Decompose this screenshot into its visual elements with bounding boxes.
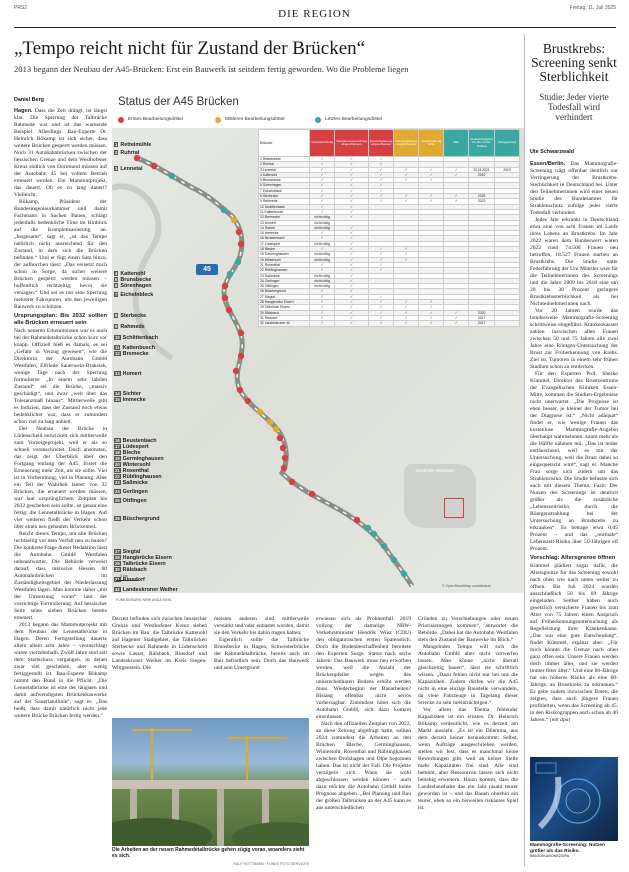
table-bridge-name: 11 Kattenbusch [259,209,310,214]
table-status-cell: ✓ [335,252,369,257]
table-status-cell: ✓ [335,231,369,236]
table-status-cell: ✓ [368,257,393,262]
bridge-label: 21 Rosenthal [115,468,149,474]
table-status-cell: ✓ [310,231,335,236]
bridge-label: 9 Rahmede [115,324,145,330]
bridge-label: 22 Rüblinghausen [115,474,162,480]
table-status-cell: ✓ [444,172,469,177]
bridge-label: 17 Lüdespert [115,444,149,450]
table-bridge-name: 23 Saßmicke [259,273,310,278]
table-status-cell: ✓ [310,167,335,172]
bridge-labels-north [114,142,204,172]
side-author: Ute Schwarzwald [530,149,575,155]
photo-svg [112,718,309,846]
table-status-cell: ✓ [368,178,393,183]
table-status-cell: ✓ [394,305,419,310]
table-status-cell: ✓ [335,321,369,326]
main-column-1 [14,108,107,866]
table-header-cell: Entwurfsplanung abgeschlossen [368,130,393,157]
table-status-cell: ✓ [394,257,419,262]
table-bridge-name: 16 Beustenbach [259,236,310,241]
table-bridge-name: 8 Sterbecke [259,194,310,199]
table-bridge-name: 25 Ottfingen [259,284,310,289]
table-status-cell: ✓ [335,310,369,315]
table-bridge-name: 28 Hangbrücke Eisern [259,300,310,305]
bridge-label: 28 Hangbrücke Eisern [115,555,172,561]
bridge-labels-hagen [114,271,204,403]
table-status-cell: nicht nötig [310,278,335,283]
table-bridge-name: 26 Büschergrund [259,289,310,294]
table-status-cell: ✓ [368,247,393,252]
table-status-cell: ✓ [335,284,369,289]
table-status-cell: ✓ [368,199,393,204]
table-status-cell: ✓ [444,321,469,326]
side-subline: Studie: Jeder vierte Todesfall wird verhindert [539,92,609,122]
table-status-cell: ✓ [368,305,393,310]
table-status-cell: ✓ [368,188,393,193]
bridge-label: 30 Rälsbach [115,567,147,573]
table-status-cell: ✓ [394,167,419,172]
table-bridge-name: 10 Schlittenbach [259,204,310,209]
photo-svg [530,757,618,841]
table-status-cell: ✓ [419,167,444,172]
table-status-cell: ✓ [310,236,335,241]
table-status-cell: ✓ [310,188,335,193]
legend-dot-red [118,117,124,123]
paragraph: Vor allem das Thema fehlender Kapazitäten ist ein ernstes. Dr. Heinrich Bökamp verdeutlicht, wie es derzeit am Markt aussieht. „Es ist ein Dilemma, aus dem derzeit keiner herauskommt: Selbst, wenn Aufträge ausgeschrieben werden, stellen wir fest, dass es manchmal keine Bewerbungen gibt, weil an keiner Stelle mehr Kapazitäten frei sind. Alle sind bemüht, aber Ressourcen lassen sich nicht beliebig erweitern. Hinzu kommt, dass die Landeshaushalte das ein Jahr rasant teurer geworden ist – und das Bauen ohnehin ein teurer, eben so ein bisweilen riskantes Spiel ist. [418,707,518,811]
bridge-label: 16 Beustenbach [115,438,157,444]
table-status-cell: ✓ [335,183,369,188]
table-status-cell: ✓ [310,305,335,310]
scale-label: 5 km [120,574,128,578]
table-status-cell: ✓ [444,194,469,199]
motorway-badge: 45 [196,264,218,275]
bridge-label: 3 Lennetal [115,166,143,172]
table-status-cell: ✓ [394,321,419,326]
paragraph: Derzeit befinden sich zwischen hessischer Grenze und Westhofener Kreuz sieben Brücken im Bau: die Talbrücke Kattenohl auf Hagener Stadtgebiet, die Talbrücken Sterbecke und Rahmede in Lüdenscheid sowie Lasser, Rälsbach, Rinsdorf und Landeskroner Weiher im Kreis Siegen-Wittgenstein. Die [112,616,207,671]
mammography-photo [530,757,618,841]
table-status-cell: 2020 [469,310,495,315]
table-status-cell: ✓ [419,172,444,177]
table-bridge-name: 30 Rälsbach [259,310,310,315]
table-status-cell: ✓ [335,273,369,278]
bridge-label: 4 Kattenohl [115,271,146,277]
table-status-cell: ✓ [368,167,393,172]
table-status-cell: nicht nötig [310,257,335,262]
table-bridge-name: 14 Sichter [259,225,310,230]
table-status-cell: ✓ [368,300,393,305]
table-status-cell: ✓ [335,188,369,193]
bridge-label: 24 Gerlingen [115,489,148,495]
table-status-cell: ✓ [335,167,369,172]
table-status-cell: 2025 [469,194,495,199]
table-status-cell: ✓ [419,305,444,310]
section-title: DIE REGION [278,8,351,20]
table-status-cell: ✓ [310,199,335,204]
table-status-cell: ✓ [310,162,335,167]
folio-date: Freitag, 11. Juli 2025 [569,5,616,11]
table-status-cell: 2019 [469,172,495,177]
table-bridge-name: 12 Bremecke [259,215,310,220]
table-status-cell: ✓ [310,194,335,199]
legend-item: Mittleres Bearbeitungsdrittel [225,117,285,122]
table-bridge-name: 3 Lennetal [259,167,310,172]
table-status-cell: ✓ [368,162,393,167]
table-bridge-name: 29 Talbrücke Eisern [259,305,310,310]
table-status-cell: nicht nötig [310,273,335,278]
table-bridge-name: 9 Rahmede [259,199,310,204]
dateline: Essen/Berlin. [530,161,566,167]
main-column-4 [316,616,411,868]
table-status-cell: ✓ [335,199,369,204]
table-bridge-name: 15 Immecke [259,231,310,236]
table-status-cell: ✓ [368,252,393,257]
table-status-cell: ✓ [419,300,444,305]
table-status-cell: ✓ [368,194,393,199]
table-status-cell: ✓ [368,294,393,299]
table-status-cell: ✓ [310,204,335,209]
table-status-cell: 2023 [469,199,495,204]
source-note: (mit dpa) [549,717,571,723]
table-header-cell: Bau [444,130,469,157]
table-header-cell: Fertigstellung [495,130,520,157]
bridge-label: 14 Sichter [115,391,141,397]
table-header-cell: Vorentwurf fertig [310,130,335,157]
table-status-cell: ✓ [368,262,393,267]
table-status-cell: ✓ [335,157,369,162]
table-status-cell: ✓ [310,209,335,214]
a45-bridge-graphic [112,92,525,612]
table-status-cell: nicht nötig [310,220,335,225]
photo-credit: RALF ROTTMANN / FUNKE FOTO SERVICES [233,862,309,866]
legend-item: Letztes Bearbeitungsdrittel [325,117,382,122]
table-status-cell: ✓ [335,289,369,294]
table-status-cell: ✓ [444,167,469,172]
table-bridge-name: 4 Kattenohl [259,172,310,177]
paragraph: Kümmel plädiert sogar dafür, die Altersgrenze für das Screening sowohl nach oben wie nach unten weiter zu öffnen. Bis Juli 2024 wurden ausschließlich 50 bis 69 Jährige eingeladen. Seither haben auch gesetzlich versicherte Frauen bis zum Alter von 75 Jahren einen Anspruch auf Früherkennungsuntersuchung als Regelleistung ihrer Krankenkasse. „Das war eine gute Entscheidung“, findet Kümmel, ergänzt aber: „Für mich könnte die Grenze nach oben ganz offen sein. Unsere Frauen werden doch immer älter, und sie werden immer fitter älter.“ Und eine 80-Jährige hat ein höheres Risiko als eine 60-Jährige, an Brustkrebs zu erkranken.“ Es gebe zudem inzwischen Daten, die zeigten, dass auch jüngere Frauen profitierten, wenn das Screening ab 45, in den Risikogruppen auch schon ab 40 Jahren.“ [530,563,618,723]
table-bridge-name: 22 Rüblinghausen [259,268,310,273]
bridge-label: 7 Eichelnbleck [115,292,154,298]
paragraph: Dass die Zeit drängt, ist längst klar. Die Sperrung der Talbrücke Rahmede war und ist das warnende Beispiel. Allerdings: Bau-Experte Dr. Heinrich Bökamp ist sich sicher, dass weitere Brücken gesperrt werden müssen. Noch 31 Autobahnbrücken zwischen der hessischen Grenze und dem Westhofener Kreuz südlich von Dortmund müssen auf der Autobahn 45 bei vollem Betrieb erneuert werden. Ein Mammutprojekt, das dauert. Ob es zu lang dauert? Vielleicht. [14,108,107,198]
bridge-status-table [258,129,520,327]
bridge-label: 18 Bleche [115,450,141,456]
table-status-cell: ✓ [368,321,393,326]
bridge-label: 29 Talbrücke Eisern [115,561,166,567]
table-status-cell: 2019 [495,167,520,172]
bridge-label: 5 Brunsbecke [115,277,152,283]
table-status-cell: ✓ [335,247,369,252]
table-status-cell: ✓ [335,178,369,183]
table-status-cell: ✓ [310,183,335,188]
paragraph: meisten anderen sind mittlerweile verstärkt und/oder entlastet worden, damit sie den Verkehr bis dahin tragen halten. [214,616,309,636]
table-status-cell: ✓ [368,315,393,320]
table-status-cell: ✓ [335,268,369,273]
table-status-cell: nicht nötig [310,284,335,289]
graphic-credit: FUNKEGRAFIK NRW ANDA SINN [116,598,172,602]
paragraph: Mangelndes Tempo will sich die Autobahn GmbH aber nicht vorwerfen lassen. Man könne „nicht überall gleichzeitig bauen“, lässt sie schriftlich wissen. „Dazu fehlen nicht nur bei uns die Kapazitäten. Zudem dürfen wir die A45 nicht in eine einzige Baustelle verwandeln, da viele Fahrzeuge in Tagelang dieser Strecke zu sehr beeinträchtigen.“ [418,644,518,706]
table-status-cell: ✓ [394,310,419,315]
map-credit: © OpenStreetMap contributors [442,584,491,588]
table-status-cell: ✓ [310,300,335,305]
table-status-cell: ✓ [310,321,335,326]
paragraph: 2013 begann das Mammutprojekt mit dem Neubau der Lennetalbrücke in Hagen. Deren Fertigstellung dauerte allein allein acht Jahre – veranschlagt waren vierzehnhalb. Zwölf Jahre sind seit dem Startschuss vergangen, in denen zwar viel geschehen, aber wenig fertiggestellt ist. Bau-Experte Bökamp nimmt den Bund in die Pflicht. „Die Lennetalbrücke ist eine der längsten und damit aufwendigsten Brückenbauwerke auf der Sauerlandlinie“, sagt er. „Das heißt, dass damit natürlich nicht jede weitere Brücke Brücken fertig werden.“ [14,622,107,719]
paragraph: Gründen zu Verschiebungen oder neuen Priorisierungen kommen“, antwortet die Behörde. „Dabei hat die Autobahn Westfalen stets den Zustand der Bauwerke im Blick.“ [418,616,518,643]
main-subline: 2013 begann der Neubau der A45-Brücken: Erst ein Bauwerk ist seitdem fertig geworden. Wo die Probleme liegen [14,64,409,74]
table-status-cell: ✓ [335,315,369,320]
main-column-2 [112,616,207,714]
subheading: Vorschlag: Altersgrenze öffnen [530,555,616,561]
table-status-cell: nicht nötig [310,241,335,246]
table-bridge-name: 19 Germinghausen [259,252,310,257]
table-status-cell: nicht nötig [310,252,335,257]
graphic-title: Status der A45 Brücken [118,96,239,108]
column-divider [524,34,525,866]
paragraph: Für den Experten Prof. Sherko Kümmel, Direktor des Brustzentrums der Evangelischen Kliniken Essen-Mitte, kommen die Studien-Ergebnisse nicht unerwartet. „Die Prognose ist eben besser, je kleiner der Tumor bei der Diagnose ist.“ „Nicht adäquat“ findet er, wie wenige Frauen das kostenlose Mammografie-Angebot überhaupt wahrnehmen: kaum mehr als die Hälfte nähmen teil. „Das ist leider enttäuschend, weil es mit der Untersuchung, weil die Brust dabei so eingequetscht wird“, sagt er. Manche Frau sorge sich zudem um das Strahlenrisiko. Die Studie befasste sich auch mit diesem Thema. Fazit: Der Nutzen des Screenings ist deutlich größer als die zusätzliche „Lebenszeitrisiko, durch die Röntgenstrahlung bei der Untersuchung an Brustkrebs zu erkranken“. Es betrage etwa 0,05 Prozent – und das „normale“ Lebenszeit-Risiko über 50-Jährigen elf Prozent. [530,371,618,552]
legend-dot-yellow [215,117,221,123]
paragraph: Das Mammografie-Screening trägt offenbar deutlich zur Verringerung der Brustkrebs-Sterblichkeit in Deutschland bei. Unter den Teilnehmerinnen wird einer neuen Studie des Bundesamtes für Strahlenschutz zufolge jeder vierte Todesfall verhindert. [530,161,618,216]
bridge-label: 8 Sterbecke [115,313,147,319]
table-status-cell: ✓ [310,178,335,183]
table-status-cell: ✓ [335,300,369,305]
table-bridge-name: 13 Homert [259,220,310,225]
table-bridge-name: 18 Bleche [259,247,310,252]
table-status-cell: ✓ [310,289,335,294]
table-header-cell: Variantenuntersuchung abgeschlossen [335,130,369,157]
bridge-label: 25 Ottfingen [115,498,147,504]
side-headline: Brustkrebs: Screening senkt Sterblichkeit [531,41,617,84]
table-status-cell: ✓ [394,178,419,183]
table-bridge-name: 17 Lüdespert [259,241,310,246]
table-status-cell: ✓ [444,310,469,315]
table-status-cell: ✓ [394,194,419,199]
table-bridge-name: 24 Gerlingen [259,278,310,283]
table-header-cell: Planfeststellung abgeschlossen [394,130,419,157]
table-status-cell: ✓ [368,310,393,315]
table-status-cell: ✓ [444,315,469,320]
table-status-cell: ✓ [335,172,369,177]
table-header-cell: Verkehrsfreigabe für den ersten Teilbau [469,130,495,157]
subheading: Ursprungsplan: Bis 2032 sollten alle Brücken erneuert sein [14,313,107,326]
table-status-cell: ✓ [310,262,335,267]
table-status-cell: ✓ [419,199,444,204]
table-status-cell: ✓ [394,252,419,257]
table-status-cell: ✓ [394,199,419,204]
table-status-cell: ✓ [310,268,335,273]
side-column [530,161,618,749]
table-status-cell: ✓ [335,162,369,167]
table-status-cell: ✓ [335,294,369,299]
table-status-cell: ✓ [335,278,369,283]
bridge-label: 13 Homert [115,371,142,377]
table-status-cell: ✓ [310,157,335,162]
paragraph: Bökamp, Präsident der Bundesingenieurkammer und damit Fachmann in Sachen Bauen, schlägt jedenfalls bedenkliche Töne im Hinblick auf die Komplettsanierung an. „Insgesamt“, sagt er, „ist das Tempo natürlich nicht ausreichend für den Zustand, in dem sich die Brücken befinden.“ Und er fügt einen Satz hinzu, der aufhorchen lässt: „Das versetzt mich schon in Sorge, da sicher weitere Brücken gesperrt werden müssen – hoffentlich rechtzeitig, bevor sie versagen.“ Und sei es nur eine Sperrung mehrerer Fahrspuren, um den jeweiligen Bauwerk zu schützen. [14,199,107,310]
table-status-cell: ✓ [368,268,393,273]
table-status-cell: ✓ [394,300,419,305]
bridge-label: 20 Wintersohl [115,462,151,468]
table-status-cell: ✓ [335,305,369,310]
folio-left: PRS2 [14,5,28,11]
table-status-cell: 2013-2021 [469,167,495,172]
bridge-labels-siegen [114,549,234,593]
table-status-cell: ✓ [335,194,369,199]
table-bridge-name: 20 Wintersohl [259,257,310,262]
bridge-label: 31 Rinsdorf [115,577,145,583]
bridge-label: 26 Büschergrund [115,516,160,522]
table-bridge-name: 32 Landeskroner W. [259,321,310,326]
bridge-label: 23 Saßmicke [115,480,148,486]
table-status-cell: ✓ [394,247,419,252]
paragraph: Reicht dieses Tempo, um alle Brücken rechtzeitig vor dem Verfall neu zu bauen? Die konkrete Frage dieser Redaktion lässt die Autobahn GmbH Westfalen unbeantwortet. Die Behörde verweist darauf, dass inklusive Hessen 60 Autobahnbrücken im Zuständigkeitsgebiet der Niederlassung Westfalen lägen. Man komme daher „mit der Umsetzung voran“ laut der vorsichtige Formulierung. Auf hessischer Seite seien sieben Brücken bereits erneuert. [14,531,107,621]
legend-dot-teal [315,117,321,123]
paragraph: Eigentlich sollte die Talbrücke Brunsbecke in Hagen, Schwesterbrücke der Rahmedetalbrücke, bereits auch im Bau befindlich sein. Doch das Bauwerk und sein Untergrund [214,637,309,671]
table-status-cell: ✓ [419,310,444,315]
table-status-cell: ✓ [419,194,444,199]
paragraph: Jedes Jahr erkrankt in Deutschland etwa eine von acht Frauen im Laufe ihres Lebens an Brustkrebs. Im Jahr 2022 waren dem Bundeswert waren 2022 rund 74.500 Frauen neu betroffen, 18.527 Frauen starben an Brustkrebs. Die Studie unter Federführung der Uni Münster wies für die Teilnehmerinnen des Screenings und die Jahre 2009 bis 2018 eine um 20 bis 30 Prozent geringere Brustkrebssterblichkeit als bei Nichtteilnehmerinnen nach. [530,217,618,307]
table-status-cell: 2017 [469,321,495,326]
table-status-cell: 2017 [469,315,495,320]
table-status-cell: ✓ [335,262,369,267]
table-status-cell: ✓ [310,247,335,252]
main-headline: „Tempo reicht nicht für Zustand der Brücken“ [14,38,366,59]
side-photo-caption: Mammografie-Screening: Nutzen größer als das Risiko. IMAGO/KANONEZ/DPA [530,843,605,859]
table-status-cell: ✓ [310,315,335,320]
table-status-cell: ✓ [444,199,469,204]
table-header-cell: Ausschreibung fertig [419,130,444,157]
inset-label: Nordrhein-Westfalen [416,468,455,473]
table-status-cell: ✓ [335,204,369,209]
table-status-cell: ✓ [419,178,444,183]
bridge-label: 12 Bremecke [115,351,149,357]
bridge-construction-photo [112,718,309,846]
table-status-cell [495,321,520,326]
table-bridge-name: 27 Siegtal [259,294,310,299]
legend-item: Erstes Bearbeitungsdrittel [128,117,183,122]
table-bridge-name: 2 Ruhrtal [259,162,310,167]
paragraph: erwiesen sich als Problemfall. 2019 vollzog der damalige NRW-Verkehrsminister Hendrik Wüst (CDU) den obligatorischen ersten Spatenstich. Doch die Bodenbeschaffenheit bereitete den Experten Sorge. Status nach sechs Jahren: Das Bauwerk muss neu erworben werden, weil die Anzahl der Brückenpfeiler wegen des unberechenbaren Bodens erhöht werden muss. Wiederbeginn der Bauarbeiten? Bislang offenbar nicht seriös vorhersagbar. Zumindest hütet sich die Autobahn GmbH, sich dazu konkret einzulassen. [316,616,411,720]
table-status-cell: ✓ [368,183,393,188]
nrw-inset-map [404,464,476,528]
table-status-cell: nicht nötig [310,225,335,230]
table-bridge-name: 21 Rosenthal [259,262,310,267]
paragraph: Nach den offiziellen Zeitplan von 2022, an diese Zeitung abgefragt hatte, sollten 2024 zumindest die Arbeiten an den Brücken Bleche, Germinghausen, Wintersohl, Rosenthal und Rüblinghausen zwischen Drolshagen und Olpe begonnen haben. Das ist nicht der Fall. Die Projekte verzögern sich. Wann sie wohl abgeschlossen werden können – auch dazu möchte die Autobahn GmbH keine Prognose abgeben. „Bei Planung und Bau der großen Talbrücken an der A45 kann es aus unterschiedlichen [316,721,411,811]
bridge-label: 1 Rettelmühle [115,142,152,148]
table-bridge-name: 7 Eichelnbleck [259,188,310,193]
bridge-label: 15 Immecke [115,397,146,403]
table-status-cell: ✓ [335,215,369,220]
table-status-cell: ✓ [368,157,393,162]
bridge-label: 10 Schlittenbach [115,335,159,341]
table-status-cell: ✓ [394,315,419,320]
table-status-cell: ✓ [368,172,393,177]
paragraph: Der Neubau der Brücke in Lüdenscheid entwickelt sich mittlerweile zum Vorzeigeprojekt, weil er als so schnell voranschreitet. Doch ansonsten, das zeigt der Überblick über den Fortgang entlang der A45, fristet die Erneuerung mehr Zeit, als sie sollte. Viel ist in Vorbereitung, viel in Planung. Aber ein Teil der Wahrheit lautet: von 32 Brücken, die erneuert werden müssen, war laut ursprünglichem Zeitplan bis 2032 geschehen sein sollte, ist genau eine fertig: die Lennetalbrücke in Hagen. Auf vier weiteren fließt der Verkehr schon über einen neu gebauten Brückenteil. [14,426,107,530]
main-column-5 [418,616,518,868]
table-status-cell: ✓ [335,225,369,230]
table-status-cell: ✓ [310,172,335,177]
table-status-cell: ✓ [394,172,419,177]
table-bridge-name: 31 Rinsdorf [259,315,310,320]
main-column-3 [214,616,309,714]
table-status-cell: ✓ [335,257,369,262]
graphic-legend [118,116,418,125]
table-bridge-name: 6 Sörenhagen [259,183,310,188]
bridge-label: 2 Ruhrtal [115,150,140,156]
table-status-cell: ✓ [335,236,369,241]
table-status-cell: ✓ [310,310,335,315]
header-rule [14,27,616,28]
table-status-cell: ✓ [419,315,444,320]
table-status-cell: ✓ [419,321,444,326]
photo-caption: Die Arbeiten an der neuen Rahmedetalbrücke gehen zügig voran, woanders zieht es sich. [112,847,305,859]
paragraph: Vor 20 Jahren wurde das bundesweite Mammografie-Screening schrittweise eingeführt. Krankenkassen zahlen inzwischen allen Frauen zwischen 50 und 75 Jahren alle zwei Jahre eine Röntgen-Untersuchung der Brust zur Früherkennung von Krebs. Ziel ist, Tumoren in einem sehr frühen Stadium schon zu entdecken. [530,308,618,370]
bridge-label: 6 Sörenhagen [115,283,152,289]
table-status-cell: ✓ [310,294,335,299]
bridge-label: 19 Germinghausen [115,456,164,462]
paragraph: Nach neueren Erkenntnissen war es auch bei der Rahmedetalbrücke schon kurz vor knapp. Offiziell hieß es damals, es sei „Gefahr in Verzug gewesen“, wie die Direktorin der Autobahn GmbH Westfalen, Elfriede Sauerwein-Braksiek, wenige Tage nach der Sperrung formulierte: „In einem sehr labilen Zustand“ sei die Brücke, „massiv geschädigt“, und zwar „weit über das Toleranzmaß hinaus“. Mittlerweile gibt es Indizien, dass der Zustand noch etwas bedenklicher war, dass er zumindest schon viel zu lang anhielt. [14,328,107,425]
table-row [259,321,520,326]
table-status-cell: ✓ [335,209,369,214]
table-header-cell: Brücke [259,130,310,157]
bridge-label: 11 Kattenbusch [115,345,156,351]
table-status-cell: nicht nötig [310,215,335,220]
table-bridge-name: 5 Brunsbecke [259,178,310,183]
table-bridge-name: 1 Rettelmühle [259,157,310,162]
bridge-labels-olpe [114,438,214,522]
table-status-cell: ✓ [335,241,369,246]
bridge-label: 32 Landeskroner Weiher [115,587,178,593]
dateline: Hagen. [14,108,33,114]
scale-bar [116,580,138,581]
main-author: Daniel Berg [14,97,44,103]
bridge-label: 27 Siegtal [115,549,141,555]
inset-highlight-box [444,498,464,518]
